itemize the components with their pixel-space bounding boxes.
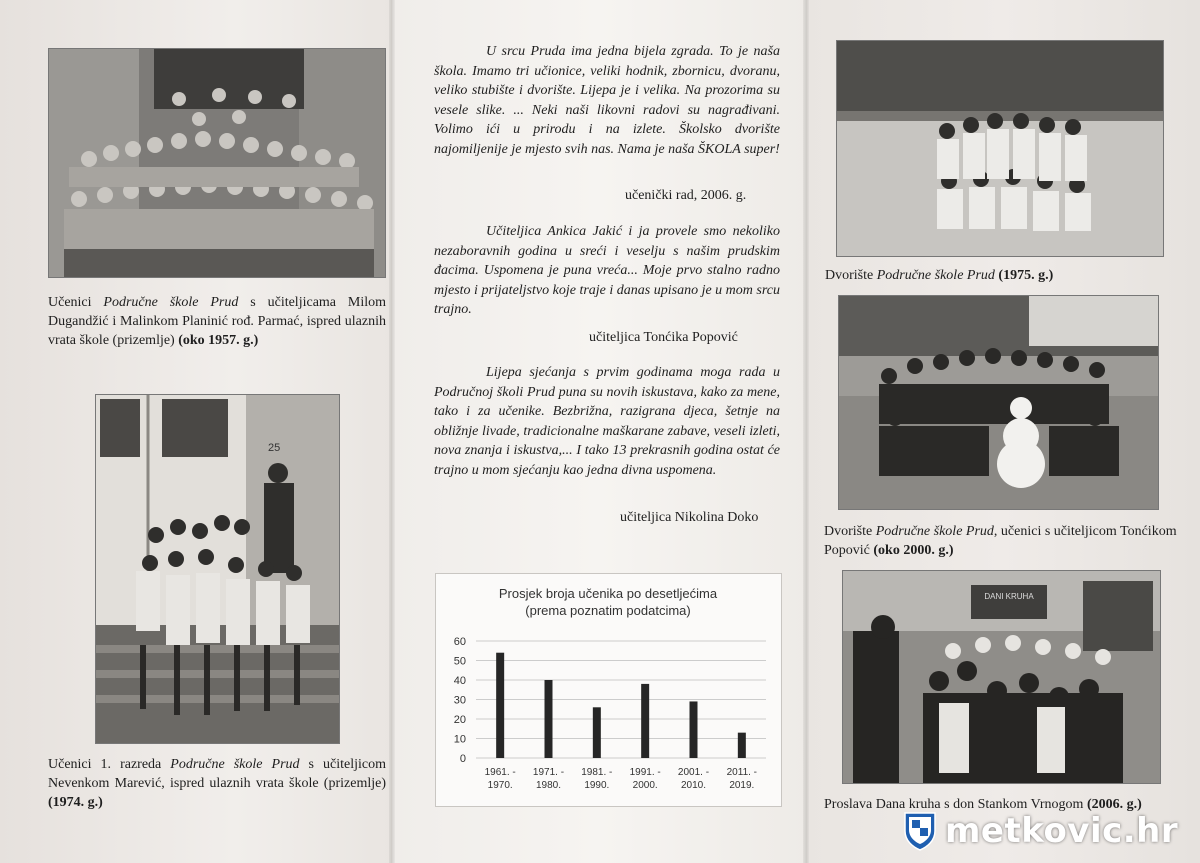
chart-title: Prosjek broja učenika po desetljećima	[498, 586, 718, 601]
chart-subtitle: (prema poznatim podatcima)	[525, 603, 691, 618]
signature-popovic: učiteljica Tonćika Popović	[589, 330, 738, 345]
door-number: 25	[268, 442, 281, 454]
caption-yard-1975: Dvorište Područne škole Prud (1975. g.)	[825, 268, 1054, 283]
y-tick-label: 40	[453, 675, 466, 687]
bar	[738, 733, 746, 758]
photo-class-1957	[48, 48, 386, 278]
y-tick-label: 60	[453, 636, 466, 648]
fold-line	[389, 0, 395, 863]
bar-chart	[436, 574, 781, 806]
x-tick-label: 1981. -	[581, 767, 613, 778]
signature-doko: učiteljica Nikolina Doko	[620, 510, 759, 525]
x-tick-label: 2000.	[632, 780, 658, 791]
y-tick-label: 0	[459, 753, 466, 765]
teacher-popovic-text: Učiteljica Ankica Jakić i ja provele smo nekoliko nezaboravnih godina u sreći i veselju s našim prudskim đacima. Uspomena je puna vreća... Moje prvo stalno radno mjesto i prijateljstvo koje traje i danas upisano je u mom srcu trajno.	[434, 224, 780, 317]
sign-text: DANI KRUHA	[984, 592, 1034, 601]
fold-line	[803, 0, 809, 863]
caption-bread-day-2006: Proslava Dana kruha s don Stankom Vrnogom (2006. g.)	[824, 797, 1142, 812]
y-tick-label: 30	[453, 694, 466, 707]
bar	[496, 653, 504, 758]
x-tick-label: 2001. -	[677, 767, 710, 778]
x-tick-label: 1961. -	[484, 767, 516, 778]
student-essay-text: U srcu Pruda ima jedna bijela zgrada. To je naša škola. Imamo tri učionice, veliki hodnik, zbornicu, dvoranu, veliko stubište i dvorište. Lijepa je i velika. Na prozorima su vesele slike. ... Neki naši likovni radovi su nagrađivani. Volimo ići u prirodu i na izlete. Školsko dvorište najomiljenije je mjesto svih nas. Nama je naša ŠKOLA super!	[434, 44, 780, 157]
x-tick-label: 2019.	[729, 780, 755, 791]
x-tick-label: 1980.	[535, 780, 562, 791]
x-tick-label: 1990.	[584, 780, 610, 791]
y-tick-label: 50	[453, 655, 466, 668]
teacher-doko-text: Lijepa sjećanja s prvim godinama moga rada u Područnoj školi Prud puna su novih iskustava, kako za mene, tako i za učenike. Bezbrižna, razigrana djeca, šetnje na obližnje livade, tradicionalne maškarane zabave, veseli izleti, nova znanja i iskustva,... I tako 13 prekrasnih godina ostat će trajno u mom sjećanju kao jedna divna uspomena.	[434, 365, 780, 478]
photo-bread-day-2006	[842, 570, 1161, 784]
bar	[545, 680, 553, 758]
caption-yard-2000: Dvorište Područne škole Prud, učenici s učiteljicom Tonćikom Popović (oko 2000. g.)	[824, 524, 1177, 558]
bar	[690, 701, 698, 758]
site-watermark	[903, 808, 1193, 854]
shield-icon	[903, 811, 937, 851]
student-average-chart	[435, 573, 782, 807]
photo-yard-1975	[836, 40, 1164, 257]
teacher-popovic-note	[434, 222, 780, 320]
y-tick-label: 10	[453, 733, 466, 746]
photo-first-grade-1974	[95, 394, 340, 744]
signature-student: učenički rad, 2006. g.	[625, 188, 747, 203]
photo-yard-2000	[838, 295, 1159, 510]
caption-photo-1974: Učenici 1. razreda Područne škole Prud s učiteljicom Nevenkom Marević, ispred ulaznih vrata škole (prizemlje) (1974. g.)	[48, 757, 386, 810]
bar	[593, 707, 601, 758]
x-tick-label: 2011. -	[726, 767, 758, 778]
y-tick-label: 20	[453, 714, 466, 726]
x-tick-label: 1970.	[487, 780, 513, 791]
watermark-text: metkovic.hr	[945, 811, 1179, 851]
teacher-doko-note	[434, 363, 780, 480]
caption-photo-1957: Učenici Područne škole Prud s učiteljicama Milom Dugandžić i Malinkom Planinić rođ. Parmać, ispred ulaznih vrata škole (prizemlje) (oko 1957. g.)	[48, 295, 387, 348]
x-tick-label: 2010.	[680, 780, 707, 791]
student-essay	[434, 42, 780, 159]
bar	[641, 684, 649, 758]
x-tick-label: 1971. -	[532, 767, 565, 778]
x-tick-label: 1991. -	[629, 767, 661, 778]
